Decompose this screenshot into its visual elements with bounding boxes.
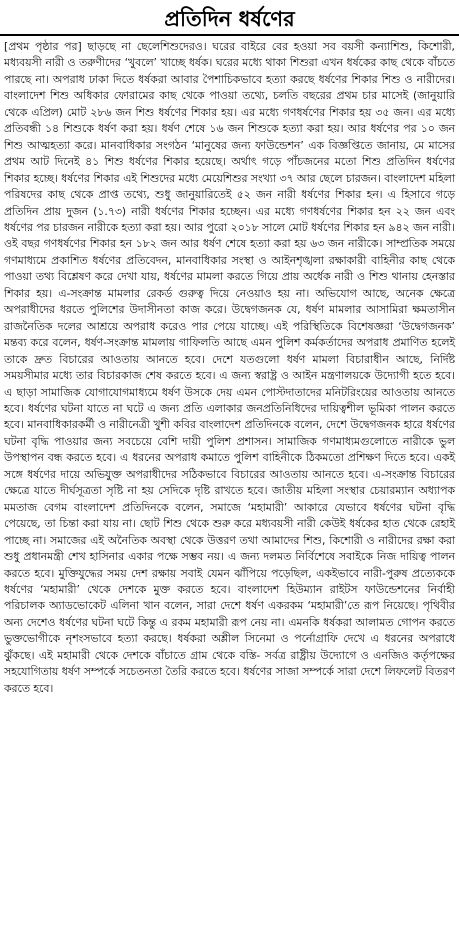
article-text: ছাড়ছে না ছেলেশিশুদেরও। ঘরের বাইরে বের হওয়া সব বয়সী কন্যাশিশু, কিশোরী, মধ্যবয়সী নারী ও তরুণীদের ‘খুবলে’ খাচ্ছে ধর্ষক। ঘরের মধ্যে থাকা শিশুরা এখন ধর্ষকের কাছ থেকে বাঁচতে পারছে না। অপরাধ ঢাকা দিতে ধর্ষকরা আবার পৈশাচিকভাবে হত্যা করছে ধর্ষণের শিকার শিশু ও নারীদের। বাংলাদেশ শিশু অধিকার ফোরামের কাছ থেকে পাওয়া তথ্যে, চলতি বছরের প্রথম চার মাসেই (জানুয়ারি থেকে এপ্রিল) মোট ২৮৬ জন শিশু ধর্ষণের শিকার হয়। এর মধ্যে গণধর্ষণের শিকার হয় ৩৫ জন। এর মধ্যে প্রতিবন্ধী ১৪ শিশুকে ধর্ষণ করা হয়। ধর্ষণ শেষে ১৬ জন শিশুকে হত্যা করা হয়। আর ধর্ষণের পর ১০ জন শিশু আত্মহত্যা করে। মানবাধিকার সংগঠন ‘মানুষের জন্য ফাউন্ডেশন’ এক বিজ্ঞপ্তিতে জানায়, মে মাসের প্রথম আট দিনেই ৪১ শিশু ধর্ষণের শিকার হয়েছে। অর্থাৎ গড়ে পাঁচজনের মতো শিশু প্রতিদিন ধর্ষণের শিকার হচ্ছে। ধর্ষণের শিকার এই শিশুদের মধ্যে মেয়েশিশুর সংখ্যা ৩৭ আর ছেলে চারজন। বাংলাদেশ মহিলা পরিষদের কাছ থেকে প্রাপ্ত তথ্যে, শুধু জানুয়ারিতেই ৫২ জন নারী ধর্ষণের শিকার হন। এ হিসাবে গড়ে প্রতিদিন প্রায় দুজন (১.৭৩) নারী ধর্ষণের শিকার হচ্ছেন। এর মধ্যে গণধর্ষণের শিকার হন ২২ জন এবং ধর্ষণের পর চারজন নারীকে হত্যা করা হয়। আর পুরো ২০১৮ সালে মোট ধর্ষণের শিকার হন ৯৪২ জন নারী। ওই বছর গণধর্ষণের শিকার হন ১৮২ জন আর ধর্ষণ শেষে হত্যা করা হয় ৬৩ জন নারীকে। সাম্প্রতিক সময়ে গণমাধ্যমে প্রকাশিত ধর্ষণের প্রতিবেদন, মানবাধিকার সংস্থা ও আইনশৃঙ্খলা রক্ষাকারী বাহিনীর কাছ থেকে পাওয়া তথ্য বিশ্লেষণ করে দেখা যায়, ধর্ষণের মামলা করতে গিয়ে প্রায় অর্ধেক নারী ও শিশু থানায় হেনস্তার শিকার হয়। এ-সংক্রান্ত মামলার রেকর্ড গুরুত্ব দিয়ে নেওয়াও হয় না। অভিযোগ আছে, অনেক ক্ষেত্রে অপরাধীদের ধরতে পুলিশের উদাসীনতা কাজ করে। উদ্বেগজনক যে, ধর্ষণ মামলার আসামিরা ক্ষমতাসীন রাজনৈতিক দলের আশ্রয়ে অপরাধ করেও পার পেয়ে যাচ্ছে। এই পরিস্থিতিকে বিশেষজ্ঞরা ‘উদ্বেগজনক’ মন্তব্য করে বলেন, ধর্ষণ-সংক্রান্ত মামলায় গাফিলতি আছে এমন পুলিশ কর্মকর্তাদের অপরাধ প্রমাণিত হলেই তাকে দ্রুত বিচারের আওতায় আনতে হবে। দেশে যতগুলো ধর্ষণ মামলা বিচারাধীন আছে, নির্দিষ্ট সময়সীমার মধ্যে তার বিচারকাজ শেষ করতে হবে। এ জন্য স্বরাষ্ট্র ও আইন মন্ত্রণালয়কে উদ্যোগী হতে হবে। এ ছাড়া সামাজিক যোগাযোগমাধ্যমে ধর্ষণ উসকে দেয় এমন পোস্টদাতাদের মনিটরিংয়ের আওতায় আনতে হবে। ধর্ষণের ঘটনা যাতে না ঘটে এ জন্য প্রতি এলাকার জনপ্রতিনিধিদের দায়িত্বশীল ভূমিকা পালন করতে হবে। মানবাধিকারকর্মী ও নারীনেত্রী খুশী কবির বাংলাদেশ প্রতিদিনকে বলেন, দেশে উদ্বেগজনক হারে ধর্ষণের ঘটনা বৃদ্ধি পাওয়ার জন্য সবচেয়ে বেশি দায়ী পুলিশ প্রশাসন। সামাজিক গণমাধ্যমগুলোতে নারীকে ভুল উপস্থাপন বন্ধ করতে হবে। এ ধরনের অপরাধ কমাতে পুলিশ বাহিনীকে ঠিকমতো প্রশিক্ষণ দিতে হবে। একই সঙ্গে ধর্ষণের দায়ে অভিযুক্ত অপরাধীদের সঠিকভাবে বিচারের আওতায় আনতে হবে। এ-সংক্রান্ত বিচারের ক্ষেত্রে যাতে দীর্ঘসূত্রতা সৃষ্টি না হয় সেদিকে দৃষ্টি রাখতে হবে। জাতীয় মহিলা সংস্থার চেয়ারম্যান অধ্যাপক মমতাজ বেগম বাংলাদেশ প্রতিদিনকে বলেন, সমাজে ‘মহামারী’ আকারে যেভাবে ধর্ষণের ঘটনা বৃদ্ধি পেয়েছে, তা চিন্তা করা যায় না। ছোট শিশু থেকে শুরু করে মধ্যবয়সী নারী কেউই ধর্ষকের হাত থেকে রেহাই পাচ্ছে না। সমাজের এই অনৈতিক অবস্থা থেকে উত্তরণ তথা আমাদের শিশু, কিশোরী ও নারীদের রক্ষা করা শুধু প্রধানমন্ত্রী শেখ হাসিনার একার পক্ষে সম্ভব নয়। এ জন্য দলমত নির্বিশেষে সবাইকে নিজ দায়িত্ব পালন করতে হবে। মুক্তিযুদ্ধের সময় দেশ রক্ষায় সবাই যেমন ঝাঁপিয়ে পড়েছিল, একইভাবে নারী-পুরুষ প্রত্যেককে ধর্ষণের ‘মহামারী’ থেকে দেশকে মুক্ত করতে হবে। বাংলাদেশ হিউম্যান রাইটস ফাউন্ডেশনের নির্বাহী পরিচালক অ্যাডভোকেট এলিনা খান বলেন, সারা দেশে ধর্ষণ একরকম ‘মহামারী’তে রূপ নিয়েছে। পৃথিবীর অন্য দেশেও ধর্ষণের ঘটনা ঘটে কিন্তু এ রকম মহামারী রূপ নেয় না। এমনকি ধর্ষকরা আলামত গোপন করতে ভুক্তভোগীকে নৃশংসভাবে হত্যা করছে। ধর্ষকরা অশ্লীল সিনেমা ও পর্নোগ্রাফি দেখে এ ধরনের অপরাধে ঝুঁকছে। এই মহামারী থেকে দেশকে বাঁচাতে গ্রাম থেকে বস্তি- সর্বত্র রাষ্ট্রীয় উদ্যোগে ও এনজিও কর্তৃপক্ষের সহযোগিতায় ধর্ষণ সম্পর্কে সচেতনতা তৈরি করতে হবে। ধর্ষণের সাজা সম্পর্কে সারা দেশে লিফলেট বিতরণ করতে হবে। <box>4 40 455 695</box>
headline: প্রতিদিন ধর্ষণের <box>0 6 459 36</box>
continued-from-label: [প্রথম পৃষ্ঠার পর] <box>4 40 82 53</box>
article-body <box>0 39 459 697</box>
article-paragraph <box>4 39 455 697</box>
